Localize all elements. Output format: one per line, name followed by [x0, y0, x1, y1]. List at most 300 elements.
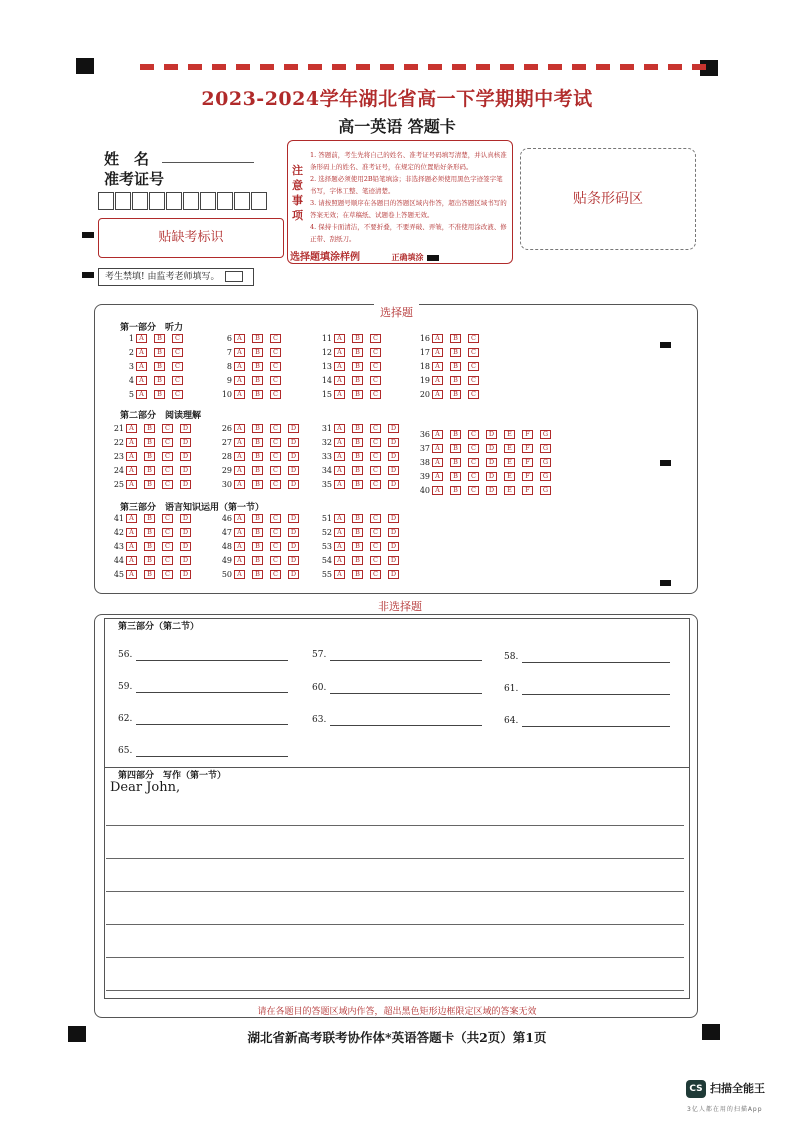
question-number: 18 — [419, 362, 430, 371]
question-48 — [216, 542, 306, 551]
part-3-sec2-label: 第三部分（第二节） — [118, 622, 200, 632]
answer-bubble-a[interactable]: A — [126, 528, 137, 537]
answer-bubble-a[interactable]: A — [334, 556, 345, 565]
answer-bubble-c[interactable]: C — [370, 334, 381, 343]
answer-bubble-a[interactable]: A — [234, 570, 245, 579]
answer-bubble-a[interactable]: A — [126, 570, 137, 579]
answer-bubble-c[interactable]: C — [270, 376, 281, 385]
answer-bubble-a[interactable]: A — [334, 438, 345, 447]
answer-bubble-b[interactable]: B — [450, 458, 461, 467]
answer-bubble-a[interactable]: A — [234, 480, 245, 489]
answer-blank-line[interactable] — [522, 726, 670, 727]
missing-exam-label-box[interactable]: 贴缺考标识 — [98, 218, 284, 258]
answer-bubble-a[interactable]: A — [334, 452, 345, 461]
answer-bubble-c[interactable]: C — [370, 514, 381, 523]
answer-bubble-d[interactable]: D — [288, 542, 299, 551]
answer-bubble-g[interactable]: G — [540, 458, 551, 467]
answer-bubble-c[interactable]: C — [468, 334, 479, 343]
answer-bubble-c[interactable]: C — [370, 480, 381, 489]
answer-bubble-c[interactable]: C — [370, 424, 381, 433]
answer-bubble-c[interactable]: C — [370, 376, 381, 385]
answer-bubble-b[interactable]: B — [144, 424, 155, 433]
answer-bubble-b[interactable]: B — [352, 528, 363, 537]
answer-bubble-b[interactable]: B — [450, 486, 461, 495]
answer-bubble-c[interactable]: C — [162, 570, 173, 579]
answer-bubble-g[interactable]: G — [540, 472, 551, 481]
question-number: 13 — [321, 362, 332, 371]
writing-line[interactable] — [106, 990, 684, 991]
writing-box[interactable] — [104, 767, 690, 999]
answer-bubble-a[interactable]: A — [432, 362, 443, 371]
answer-bubble-a[interactable]: A — [432, 348, 443, 357]
answer-bubble-e[interactable]: E — [504, 444, 515, 453]
answer-bubble-f[interactable]: F — [522, 458, 533, 467]
answer-blank-line[interactable] — [522, 662, 670, 663]
answer-bubble-a[interactable]: A — [432, 458, 443, 467]
question-number: 15 — [321, 390, 332, 399]
answer-bubble-a[interactable]: A — [126, 514, 137, 523]
answer-bubble-a[interactable]: A — [234, 542, 245, 551]
answer-bubble-a[interactable]: A — [126, 556, 137, 565]
answer-bubble-d[interactable]: D — [388, 528, 399, 537]
question-50 — [216, 570, 306, 579]
id-digit-box[interactable] — [132, 192, 148, 210]
answer-bubble-b[interactable]: B — [154, 390, 165, 399]
answer-bubble-b[interactable]: B — [352, 438, 363, 447]
answer-bubble-d[interactable]: D — [388, 466, 399, 475]
answer-bubble-c[interactable]: C — [172, 334, 183, 343]
answer-bubble-b[interactable]: B — [144, 570, 155, 579]
answer-bubble-d[interactable]: D — [388, 542, 399, 551]
answer-bubble-c[interactable]: C — [270, 542, 281, 551]
question-number: 54 — [321, 556, 332, 565]
answer-bubble-c[interactable]: C — [468, 348, 479, 357]
answer-bubble-b[interactable]: B — [252, 528, 263, 537]
answer-bubble-a[interactable]: A — [234, 466, 245, 475]
writing-line[interactable] — [106, 957, 684, 958]
answer-bubble-b[interactable]: B — [252, 334, 263, 343]
answer-bubble-c[interactable]: C — [468, 458, 479, 467]
id-digit-box[interactable] — [115, 192, 131, 210]
answer-bubble-c[interactable]: C — [270, 556, 281, 565]
answer-bubble-a[interactable]: A — [234, 556, 245, 565]
answer-bubble-e[interactable]: E — [504, 486, 515, 495]
answer-bubble-b[interactable]: B — [154, 362, 165, 371]
answer-bubble-b[interactable]: B — [252, 390, 263, 399]
question-number: 53 — [321, 542, 332, 551]
blank-number: 59. — [118, 682, 133, 692]
answer-bubble-b[interactable]: B — [352, 334, 363, 343]
answer-bubble-d[interactable]: D — [288, 480, 299, 489]
answer-bubble-c[interactable]: C — [162, 438, 173, 447]
answer-bubble-g[interactable]: G — [540, 430, 551, 439]
answer-bubble-a[interactable]: A — [334, 466, 345, 475]
question-number: 5 — [128, 390, 134, 399]
answer-bubble-b[interactable]: B — [144, 542, 155, 551]
answer-bubble-d[interactable]: D — [288, 452, 299, 461]
answer-bubble-c[interactable]: C — [370, 570, 381, 579]
answer-bubble-a[interactable]: A — [334, 570, 345, 579]
answer-bubble-b[interactable]: B — [450, 376, 461, 385]
dash-segment — [572, 64, 586, 70]
answer-bubble-b[interactable]: B — [252, 452, 263, 461]
answer-bubble-b[interactable]: B — [252, 480, 263, 489]
question-4 — [118, 376, 190, 385]
name-field[interactable] — [162, 162, 254, 163]
writing-line[interactable] — [106, 891, 684, 892]
dash-segment — [236, 64, 250, 70]
question-39 — [414, 472, 558, 481]
answer-bubble-c[interactable]: C — [370, 556, 381, 565]
answer-bubble-c[interactable]: C — [370, 466, 381, 475]
writing-line[interactable] — [106, 858, 684, 859]
question-number: 31 — [321, 424, 332, 433]
id-digit-box[interactable] — [183, 192, 199, 210]
answer-bubble-c[interactable]: C — [370, 542, 381, 551]
id-label: 准考证号 — [104, 170, 165, 188]
answer-bubble-b[interactable]: B — [144, 452, 155, 461]
answer-bubble-b[interactable]: B — [154, 334, 165, 343]
question-number: 48 — [221, 542, 232, 551]
answer-bubble-c[interactable]: C — [162, 466, 173, 475]
answer-bubble-d[interactable]: D — [388, 452, 399, 461]
answer-bubble-d[interactable]: D — [388, 514, 399, 523]
dash-segment — [404, 64, 418, 70]
answer-bubble-d[interactable]: D — [388, 480, 399, 489]
proctor-checkbox[interactable] — [225, 271, 243, 282]
answer-bubble-b[interactable]: B — [450, 390, 461, 399]
answer-bubble-g[interactable]: G — [540, 444, 551, 453]
answer-bubble-c[interactable]: C — [468, 472, 479, 481]
answer-bubble-a[interactable]: A — [432, 430, 443, 439]
answer-bubble-a[interactable]: A — [234, 514, 245, 523]
answer-bubble-a[interactable]: A — [126, 466, 137, 475]
answer-bubble-a[interactable]: A — [432, 390, 443, 399]
answer-bubble-b[interactable]: B — [252, 466, 263, 475]
answer-bubble-d[interactable]: D — [288, 528, 299, 537]
answer-bubble-a[interactable]: A — [432, 486, 443, 495]
answer-bubble-a[interactable]: A — [432, 444, 443, 453]
camscanner-logo-icon: CS — [686, 1080, 706, 1098]
answer-bubble-d[interactable]: D — [180, 542, 191, 551]
answer-bubble-c[interactable]: C — [370, 390, 381, 399]
answer-bubble-a[interactable]: A — [334, 348, 345, 357]
answer-bubble-b[interactable]: B — [252, 438, 263, 447]
answer-bubble-c[interactable]: C — [468, 390, 479, 399]
writing-line[interactable] — [106, 924, 684, 925]
answer-bubble-a[interactable]: A — [334, 390, 345, 399]
answer-bubble-b[interactable]: B — [252, 570, 263, 579]
answer-bubble-c[interactable]: C — [172, 376, 183, 385]
question-number: 4 — [128, 376, 134, 385]
answer-blank-line[interactable] — [330, 660, 482, 661]
answer-bubble-a[interactable]: A — [234, 362, 245, 371]
answer-bubble-d[interactable]: D — [180, 452, 191, 461]
question-number: 40 — [419, 486, 430, 495]
answer-bubble-a[interactable]: A — [334, 480, 345, 489]
answer-bubble-b[interactable]: B — [352, 542, 363, 551]
answer-bubble-c[interactable]: C — [270, 480, 281, 489]
answer-bubble-c[interactable]: C — [270, 424, 281, 433]
answer-bubble-f[interactable]: F — [522, 444, 533, 453]
answer-bubble-c[interactable]: C — [162, 424, 173, 433]
answer-bubble-a[interactable]: A — [334, 362, 345, 371]
answer-bubble-b[interactable]: B — [144, 466, 155, 475]
writing-line[interactable] — [106, 825, 684, 826]
answer-bubble-a[interactable]: A — [136, 348, 147, 357]
question-number: 42 — [113, 528, 124, 537]
answer-bubble-a[interactable]: A — [334, 542, 345, 551]
answer-bubble-c[interactable]: C — [270, 438, 281, 447]
answer-bubble-b[interactable]: B — [450, 430, 461, 439]
question-number: 3 — [128, 362, 134, 371]
dash-segment — [428, 64, 442, 70]
blank-number: 65. — [118, 746, 133, 756]
answer-bubble-d[interactable]: D — [288, 570, 299, 579]
answer-bubble-a[interactable]: A — [432, 472, 443, 481]
answer-bubble-b[interactable]: B — [352, 480, 363, 489]
question-31 — [316, 424, 406, 433]
answer-bubble-b[interactable]: B — [352, 570, 363, 579]
answer-bubble-b[interactable]: B — [252, 542, 263, 551]
answer-bubble-b[interactable]: B — [144, 438, 155, 447]
answer-bubble-c[interactable]: C — [468, 430, 479, 439]
question-number: 43 — [113, 542, 124, 551]
answer-bubble-b[interactable]: B — [252, 376, 263, 385]
answer-bubble-b[interactable]: B — [252, 556, 263, 565]
answer-bubble-e[interactable]: E — [504, 458, 515, 467]
answer-bubble-b[interactable]: B — [352, 556, 363, 565]
answer-bubble-e[interactable]: E — [504, 430, 515, 439]
answer-bubble-b[interactable]: B — [450, 444, 461, 453]
answer-bubble-c[interactable]: C — [370, 362, 381, 371]
answer-bubble-c[interactable]: C — [468, 376, 479, 385]
answer-blank-line[interactable] — [136, 724, 288, 725]
answer-bubble-d[interactable]: D — [486, 444, 497, 453]
answer-bubble-b[interactable]: B — [352, 348, 363, 357]
answer-bubble-a[interactable]: A — [334, 334, 345, 343]
answer-bubble-a[interactable]: A — [126, 424, 137, 433]
answer-bubble-b[interactable]: B — [450, 362, 461, 371]
answer-bubble-c[interactable]: C — [162, 542, 173, 551]
question-26 — [216, 424, 306, 433]
answer-blank-line[interactable] — [330, 725, 482, 726]
answer-bubble-c[interactable]: C — [270, 466, 281, 475]
answer-bubble-g[interactable]: G — [540, 486, 551, 495]
answer-bubble-a[interactable]: A — [234, 334, 245, 343]
answer-bubble-c[interactable]: C — [270, 528, 281, 537]
answer-bubble-c[interactable]: C — [270, 348, 281, 357]
answer-bubble-a[interactable]: A — [234, 376, 245, 385]
answer-bubble-d[interactable]: D — [180, 466, 191, 475]
camscanner-tagline: 3亿人都在用的扫描App — [687, 1106, 763, 1113]
answer-bubble-c[interactable]: C — [270, 390, 281, 399]
answer-bubble-c[interactable]: C — [270, 362, 281, 371]
id-digit-box[interactable] — [166, 192, 182, 210]
answer-bubble-d[interactable]: D — [388, 556, 399, 565]
answer-bubble-a[interactable]: A — [432, 376, 443, 385]
answer-bubble-c[interactable]: C — [172, 390, 183, 399]
answer-bubble-b[interactable]: B — [144, 480, 155, 489]
answer-bubble-c[interactable]: C — [270, 334, 281, 343]
id-digit-box[interactable] — [217, 192, 233, 210]
answer-bubble-c[interactable]: C — [172, 362, 183, 371]
question-44 — [108, 556, 198, 565]
answer-bubble-d[interactable]: D — [288, 514, 299, 523]
answer-bubble-b[interactable]: B — [352, 362, 363, 371]
answer-bubble-c[interactable]: C — [270, 570, 281, 579]
answer-bubble-f[interactable]: F — [522, 430, 533, 439]
answer-bubble-a[interactable]: A — [334, 528, 345, 537]
answer-blank-line[interactable] — [522, 694, 670, 695]
answer-bubble-d[interactable]: D — [288, 556, 299, 565]
dash-segment — [164, 64, 178, 70]
answer-bubble-c[interactable]: C — [162, 480, 173, 489]
answer-bubble-c[interactable]: C — [468, 444, 479, 453]
question-number: 16 — [419, 334, 430, 343]
answer-bubble-b[interactable]: B — [144, 514, 155, 523]
salutation: Dear John, — [110, 780, 181, 795]
question-24 — [108, 466, 198, 475]
answer-bubble-d[interactable]: D — [388, 438, 399, 447]
answer-bubble-c[interactable]: C — [468, 362, 479, 371]
answer-bubble-c[interactable]: C — [370, 438, 381, 447]
answer-bubble-c[interactable]: C — [162, 514, 173, 523]
answer-bubble-b[interactable]: B — [252, 362, 263, 371]
answer-bubble-c[interactable]: C — [370, 348, 381, 357]
answer-bubble-a[interactable]: A — [234, 348, 245, 357]
answer-blank-line[interactable] — [330, 693, 482, 694]
answer-bubble-a[interactable]: A — [234, 424, 245, 433]
answer-bubble-b[interactable]: B — [352, 376, 363, 385]
answer-bubble-c[interactable]: C — [370, 452, 381, 461]
registration-mark-top-left — [76, 58, 94, 74]
question-49 — [216, 556, 306, 565]
answer-bubble-c[interactable]: C — [468, 486, 479, 495]
answer-bubble-c[interactable]: C — [162, 528, 173, 537]
answer-blank-line[interactable] — [136, 756, 288, 757]
id-number-boxes[interactable] — [98, 192, 268, 210]
id-digit-box[interactable] — [98, 192, 114, 210]
filled-bubble-icon — [427, 255, 439, 261]
answer-bubble-c[interactable]: C — [270, 452, 281, 461]
answer-bubble-b[interactable]: B — [352, 390, 363, 399]
answer-bubble-d[interactable]: D — [288, 466, 299, 475]
answer-bubble-a[interactable]: A — [136, 376, 147, 385]
question-number: 8 — [226, 362, 232, 371]
answer-bubble-d[interactable]: D — [486, 430, 497, 439]
answer-bubble-a[interactable]: A — [126, 438, 137, 447]
answer-bubble-a[interactable]: A — [126, 480, 137, 489]
question-number: 55 — [321, 570, 332, 579]
answer-bubble-d[interactable]: D — [388, 570, 399, 579]
barcode-area[interactable]: 贴条形码区 — [520, 148, 696, 250]
id-digit-box[interactable] — [251, 192, 267, 210]
question-number: 49 — [221, 556, 232, 565]
answer-bubble-a[interactable]: A — [432, 334, 443, 343]
answer-bubble-d[interactable]: D — [486, 458, 497, 467]
answer-bubble-c[interactable]: C — [172, 348, 183, 357]
answer-bubble-b[interactable]: B — [450, 472, 461, 481]
answer-bubble-b[interactable]: B — [352, 466, 363, 475]
answer-bubble-a[interactable]: A — [234, 438, 245, 447]
answer-bubble-a[interactable]: A — [126, 452, 137, 461]
answer-bubble-b[interactable]: B — [450, 348, 461, 357]
answer-bubble-b[interactable]: B — [352, 452, 363, 461]
dash-segment — [668, 64, 682, 70]
answer-bubble-a[interactable]: A — [234, 390, 245, 399]
answer-bubble-a[interactable]: A — [136, 334, 147, 343]
answer-blank-line[interactable] — [136, 692, 288, 693]
id-digit-box[interactable] — [200, 192, 216, 210]
answer-bubble-c[interactable]: C — [162, 556, 173, 565]
question-55 — [316, 570, 406, 579]
answer-bubble-b[interactable]: B — [144, 528, 155, 537]
answer-bubble-b[interactable]: B — [252, 514, 263, 523]
answer-bubble-a[interactable]: A — [136, 390, 147, 399]
answer-bubble-b[interactable]: B — [352, 514, 363, 523]
exam-title: 2023-2024学年湖北省高一下学期期中考试 — [201, 88, 593, 110]
answer-bubble-e[interactable]: E — [504, 472, 515, 481]
answer-bubble-f[interactable]: F — [522, 472, 533, 481]
answer-bubble-a[interactable]: A — [126, 542, 137, 551]
answer-bubble-b[interactable]: B — [154, 348, 165, 357]
answer-bubble-a[interactable]: A — [334, 424, 345, 433]
answer-bubble-f[interactable]: F — [522, 486, 533, 495]
answer-bubble-d[interactable]: D — [180, 528, 191, 537]
proctor-fill-box[interactable] — [98, 268, 254, 286]
id-digit-box[interactable] — [149, 192, 165, 210]
answer-bubble-d[interactable]: D — [180, 556, 191, 565]
question-29 — [216, 466, 306, 475]
blank-number: 60. — [312, 683, 327, 693]
answer-bubble-d[interactable]: D — [180, 480, 191, 489]
question-number: 19 — [419, 376, 430, 385]
id-digit-box[interactable] — [234, 192, 250, 210]
answer-bubble-a[interactable]: A — [136, 362, 147, 371]
answer-bubble-b[interactable]: B — [352, 424, 363, 433]
answer-bubble-a[interactable]: A — [234, 452, 245, 461]
answer-bubble-d[interactable]: D — [288, 424, 299, 433]
answer-bubble-c[interactable]: C — [162, 452, 173, 461]
answer-bubble-d[interactable]: D — [486, 472, 497, 481]
answer-bubble-d[interactable]: D — [288, 438, 299, 447]
question-36 — [414, 430, 558, 439]
answer-bubble-d[interactable]: D — [180, 438, 191, 447]
answer-bubble-d[interactable]: D — [180, 424, 191, 433]
answer-bubble-c[interactable]: C — [270, 514, 281, 523]
question-number: 25 — [113, 480, 124, 489]
answer-bubble-b[interactable]: B — [144, 556, 155, 565]
answer-bubble-b[interactable]: B — [252, 424, 263, 433]
answer-bubble-b[interactable]: B — [450, 334, 461, 343]
answer-bubble-a[interactable]: A — [334, 514, 345, 523]
answer-bubble-c[interactable]: C — [370, 528, 381, 537]
answer-bubble-d[interactable]: D — [180, 570, 191, 579]
answer-bubble-a[interactable]: A — [334, 376, 345, 385]
answer-blank-line[interactable] — [136, 660, 288, 661]
question-11 — [316, 334, 388, 343]
answer-bubble-d[interactable]: D — [180, 514, 191, 523]
answer-bubble-d[interactable]: D — [486, 486, 497, 495]
question-number: 2 — [128, 348, 134, 357]
question-number: 46 — [221, 514, 232, 523]
answer-bubble-b[interactable]: B — [154, 376, 165, 385]
answer-bubble-a[interactable]: A — [234, 528, 245, 537]
notice-line: 2. 选择题必须使用2B铅笔填涂；非选择题必须使用黑色字迹签字笔书写，字体工整、笔迹清楚。 — [310, 175, 503, 195]
answer-bubble-d[interactable]: D — [388, 424, 399, 433]
answer-bubble-b[interactable]: B — [252, 348, 263, 357]
